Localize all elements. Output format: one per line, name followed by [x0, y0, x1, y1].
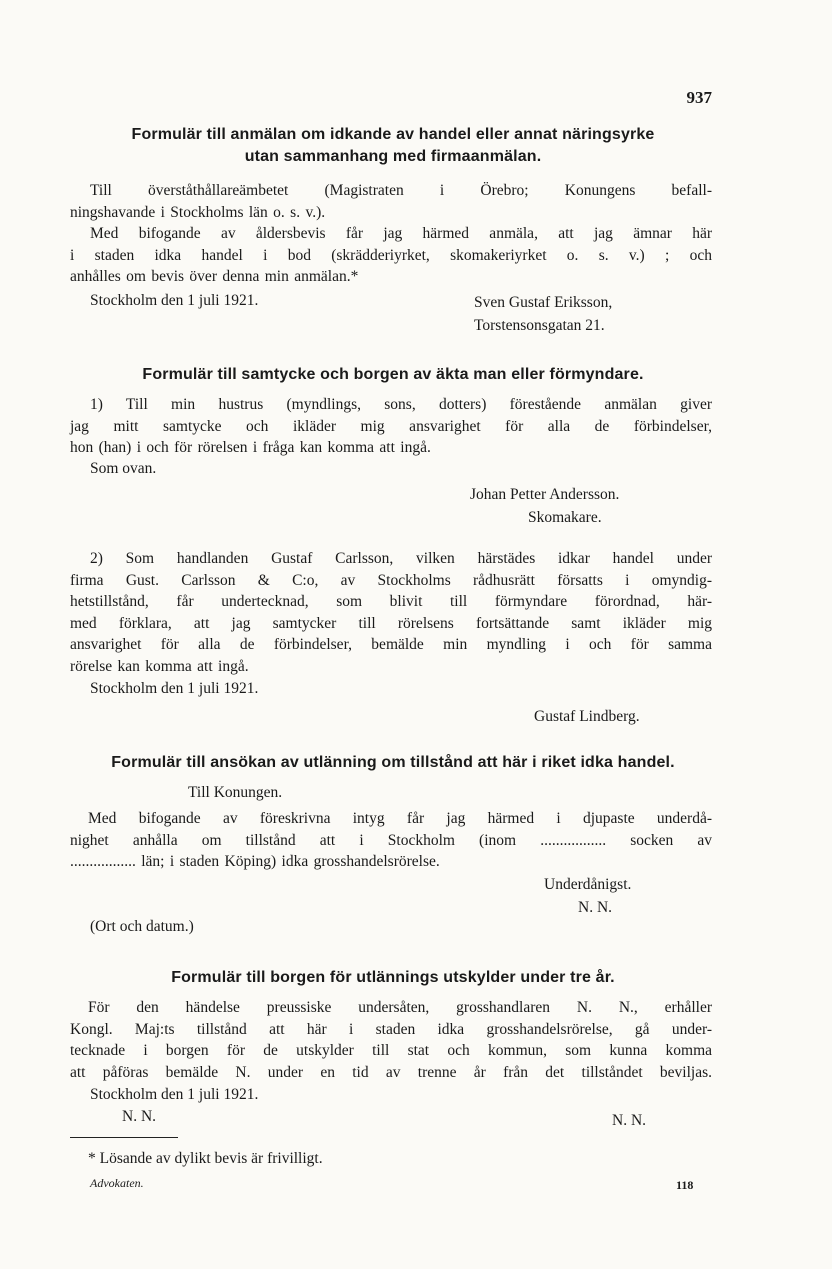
paragraph-application [70, 808, 712, 873]
text-line: i staden idka handel i bod (skrädderiyrket, skomakeriyrket o. s. v.) ; och [70, 246, 712, 264]
text-line: ningshavande i Stockholms län o. s. v.). [70, 203, 326, 221]
text-line: Kongl. Maj:ts tillstånd att här i staden idka grosshandelsrörelse, gå under- [70, 1020, 712, 1038]
heading-consent-form: Formulär till samtycke och borgen av äkta man eller förmyndare. [142, 366, 644, 383]
text-line: jag mitt samtycke och ikläder mig ansvarighet för alla de förbindelser, [70, 417, 712, 435]
heading-guarantee-form: Formulär till borgen för utlännings utskylder under tre år. [171, 969, 615, 986]
text-line: med förklara, att jag samtycker till rörelsens fortsättande samt ikläder mig [70, 614, 712, 632]
text-line: tecknade i borgen för de utskylder till stat och kommun, som kunna komma [70, 1042, 712, 1060]
signature-name: Sven Gustaf Eriksson, [474, 294, 613, 311]
text-line: hon (han) i och för rörelsen i fråga kan komma att ingå. [70, 439, 431, 457]
paragraph-notification [70, 180, 712, 288]
text-line: anhålles om bevis över denna min anmälan.* [70, 268, 359, 286]
page-number: 937 [686, 88, 712, 107]
text-line: Med bifogande av föreskrivna intyg får jag härmed i djupaste underdå- [88, 810, 712, 827]
text-line: hetstillstånd, får undertecknad, som blivit till förmyndare förordnad, här- [70, 593, 712, 611]
heading-notification-form-line1: Formulär till anmälan om idkande av handel eller annat näringsyrke [131, 126, 655, 143]
paragraph-consent-1 [70, 394, 712, 459]
text-line: firma Gust. Carlsson & C:o, av Stockholms rådhusrätt försatts i omyndig- [70, 571, 712, 589]
footer-left: Advokaten. [90, 1176, 144, 1190]
signature-right: N. N. [612, 1112, 647, 1129]
signature-guardian: Gustaf Lindberg. [534, 708, 640, 725]
signature-left: N. N. [122, 1108, 157, 1125]
addressee: Till Konungen. [188, 784, 283, 801]
text-line: Med bifogande av åldersbevis får jag härmed anmäla, att jag ämnar här [90, 225, 712, 243]
signature-title: Skomakare. [528, 509, 602, 526]
heading-notification-form-line2: utan sammanhang med firmaanmälan. [244, 148, 542, 165]
text-line: 2) Som handlanden Gustaf Carlsson, vilken härstädes idkar handel under [90, 550, 712, 567]
place-date: Stockholm den 1 juli 1921. [90, 680, 259, 697]
closing: Underdånigst. [544, 876, 632, 893]
signature: N. N. [578, 899, 613, 916]
place-date: Stockholm den 1 juli 1921. [90, 292, 259, 309]
text-line: nighet anhålla om tillstånd att i Stockholm (inom ................. socken av [70, 831, 712, 849]
text-line: att påföras bemälde N. under en tid av trenne år från det tillståndet beviljas. [70, 1063, 712, 1081]
place-date: Stockholm den 1 juli 1921. [90, 1086, 259, 1103]
signature-name: Johan Petter Andersson. [470, 486, 620, 503]
heading-foreigner-application: Formulär till ansökan av utlänning om tillstånd att här i riket idka handel. [111, 754, 675, 771]
as-above-note: Som ovan. [90, 460, 157, 477]
signature-address: Torstensonsgatan 21. [474, 317, 605, 334]
footnote-rule [70, 1137, 178, 1138]
footnote: * Lösande av dylikt bevis är frivilligt. [88, 1150, 323, 1167]
text-line: rörelse kan komma att ingå. [70, 657, 249, 675]
paragraph-guarantee [70, 997, 712, 1083]
place-date: (Ort och datum.) [90, 918, 194, 935]
text-line: Till överståthållareämbetet (Magistraten i Örebro; Konungens befall- [90, 182, 712, 199]
text-line: ................. län; i staden Köping) idka grosshandelsrörelse. [70, 853, 440, 871]
paragraph-consent-2 [70, 548, 712, 678]
text-line: För den händelse preussiske undersåten, grosshandlaren N. N., erhåller [88, 999, 712, 1016]
footer-right: 118 [676, 1178, 694, 1192]
text-line: 1) Till min hustrus (myndlings, sons, dotters) förestående anmälan giver [90, 396, 712, 413]
text-line: ansvarighet för alla de förbindelser, bemälde min myndling i och för samma [70, 636, 712, 654]
